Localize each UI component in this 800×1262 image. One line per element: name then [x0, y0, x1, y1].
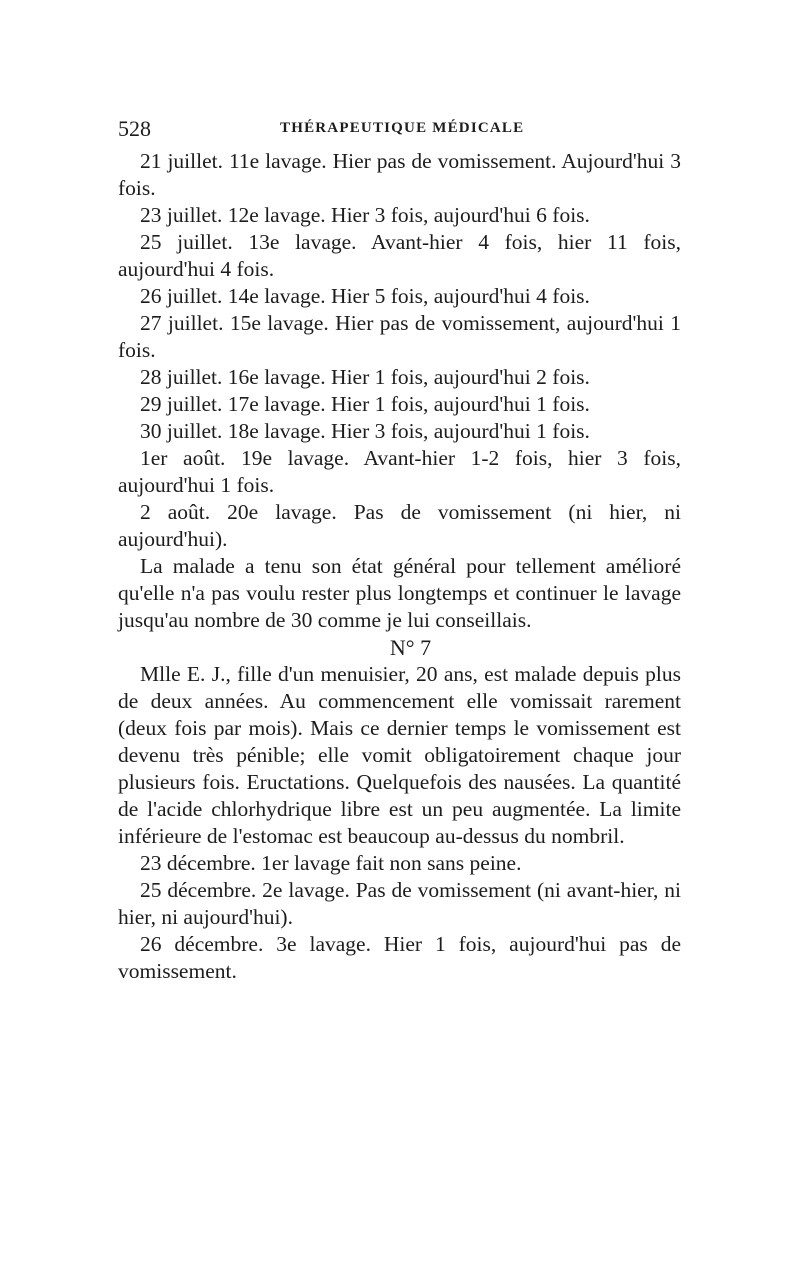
paragraph: 21 juillet. 11e lavage. Hier pas de vomissement. Aujourd'hui 3 fois. — [118, 149, 681, 200]
paragraph: 29 juillet. 17e lavage. Hier 1 fois, aujourd'hui 1 fois. — [140, 392, 590, 416]
section-title: N° 7 — [389, 635, 432, 660]
paragraph: 26 juillet. 14e lavage. Hier 5 fois, aujourd'hui 4 fois. — [140, 284, 590, 308]
page-header — [118, 116, 684, 144]
paragraph: 23 juillet. 12e lavage. Hier 3 fois, aujourd'hui 6 fois. — [140, 203, 590, 227]
page-number: 528 — [118, 116, 151, 141]
paragraph: Mlle E. J., fille d'un menuisier, 20 ans, est malade depuis plus de deux années. Au commencement elle vomissait rarement (deux fois par mois). Mais ce dernier temps le vomissement est devenu très pénible; elle vomit obligatoirement chaque jour plusieurs fois. Eructations. Quelquefois des nausées. La quantité de l'acide chlorhydrique libre est un peu augmentée. La limite inférieure de l'estomac est beaucoup au-dessus du nombril. — [118, 662, 681, 848]
paragraph: 28 juillet. 16e lavage. Hier 1 fois, aujourd'hui 2 fois. — [140, 365, 590, 389]
paragraph: 30 juillet. 18e lavage. Hier 3 fois, aujourd'hui 1 fois. — [140, 419, 590, 443]
paragraph: 25 décembre. 2e lavage. Pas de vomissement (ni avant-hier, ni hier, ni aujourd'hui). — [118, 878, 681, 929]
running-title: THÉRAPEUTIQUE MÉDICALE — [280, 120, 525, 136]
paragraph: 27 juillet. 15e lavage. Hier pas de vomissement, aujourd'hui 1 fois. — [118, 311, 681, 362]
paragraph: 2 août. 20e lavage. Pas de vomissement (ni hier, ni aujourd'hui). — [118, 500, 681, 551]
body-text — [118, 148, 681, 985]
paragraph: 25 juillet. 13e lavage. Avant-hier 4 fois, hier 11 fois, aujourd'hui 4 fois. — [118, 230, 681, 281]
paragraph: 23 décembre. 1er lavage fait non sans peine. — [140, 851, 522, 875]
paragraph: 26 décembre. 3e lavage. Hier 1 fois, aujourd'hui pas de vomissement. — [118, 932, 681, 983]
paragraph: La malade a tenu son état général pour tellement amélioré qu'elle n'a pas voulu rester plus longtemps et continuer le lavage jusqu'au nombre de 30 comme je lui conseillais. — [118, 554, 681, 632]
paragraph: 1er août. 19e lavage. Avant-hier 1-2 fois, hier 3 fois, aujourd'hui 1 fois. — [118, 446, 681, 497]
